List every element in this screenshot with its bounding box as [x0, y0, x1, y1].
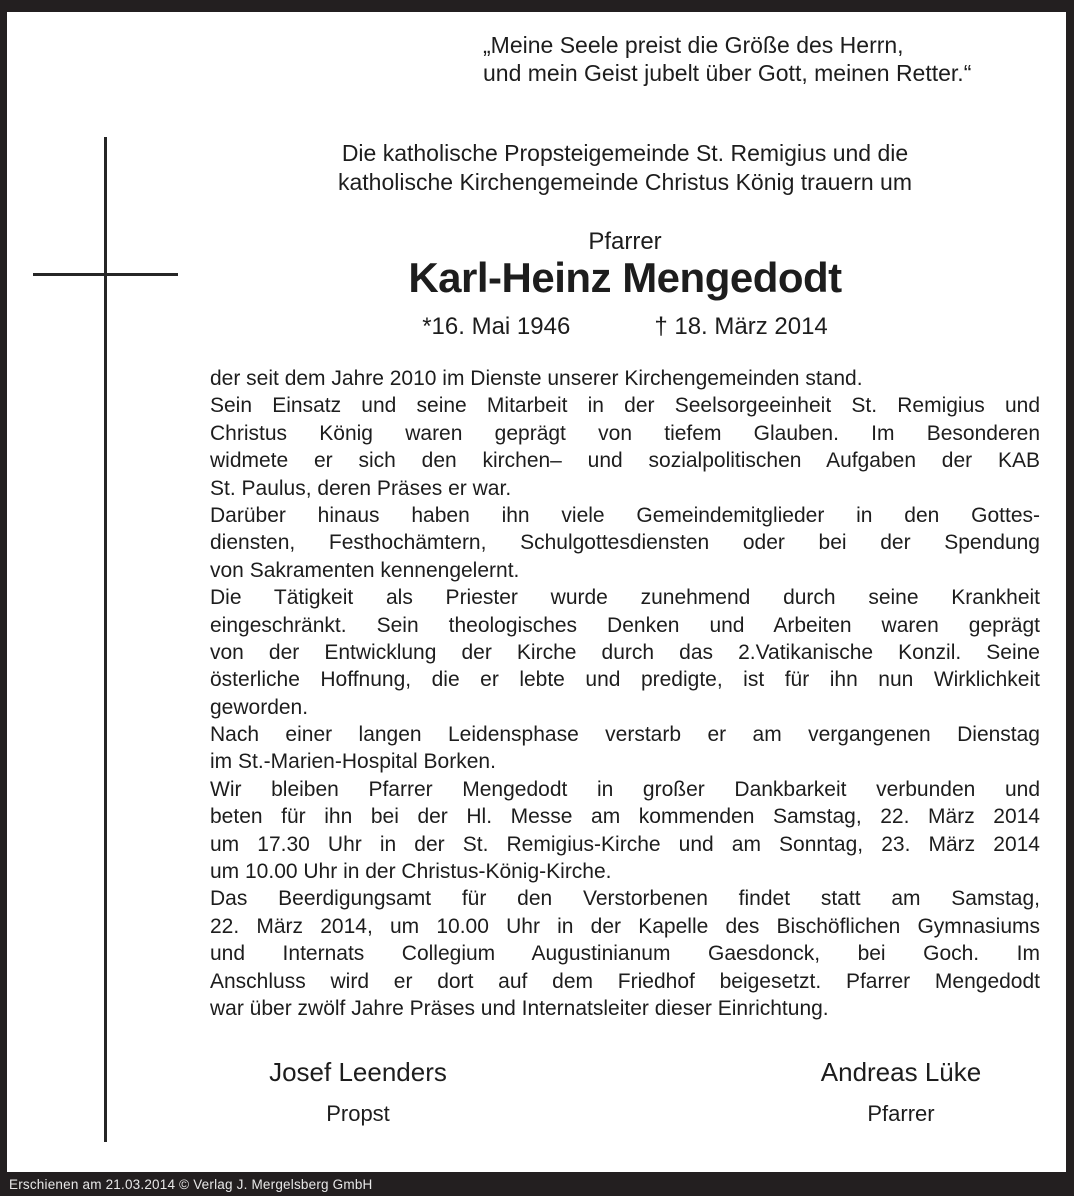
death-date: † 18. März 2014: [654, 313, 828, 340]
body-line: Anschluss wird er dort auf dem Friedhof beigesetzt. Pfarrer Mengedodt: [210, 969, 1040, 993]
signature-right-role: Pfarrer: [867, 1101, 935, 1126]
body-line: St. Paulus, deren Präses er war.: [210, 476, 512, 500]
body-line: Christus König waren geprägt von tiefem Glauben. Im Besonderen: [210, 421, 1040, 445]
cross-horizontal-stroke: [33, 273, 178, 276]
obituary-body: [210, 365, 1040, 1022]
body-line: österliche Hoffnung, die er lebte und predigte, ist für ihn nun Wirklichkeit: [210, 668, 1040, 692]
body-line: um 17.30 Uhr in der St. Remigius-Kirche und am Sonntag, 23. März 2014: [210, 832, 1040, 856]
scripture-quote: [483, 31, 971, 87]
signature-left: [238, 1056, 478, 1127]
body-line: im St.-Marien-Hospital Borken.: [210, 750, 496, 774]
frame-left-bar: [0, 0, 7, 1196]
body-line: von der Entwicklung der Kirche durch das 2.Vatikanische Konzil. Seine: [210, 640, 1040, 664]
frame-right-bar: [1066, 0, 1074, 1196]
signature-right: [781, 1056, 1021, 1127]
body-line: war über zwölf Jahre Präses und Internatsleiter dieser Einrichtung.: [210, 996, 829, 1020]
intro-line2: katholische Kirchengemeinde Christus König trauern um: [337, 168, 913, 195]
signature-left-role: Propst: [326, 1101, 390, 1126]
body-line: 22. März 2014, um 10.00 Uhr in der Kapelle des Bischöflichen Gymnasiums: [210, 914, 1040, 938]
intro-text: [210, 139, 1040, 196]
publisher-imprint: Erschienen am 21.03.2014 © Verlag J. Mergelsberg GmbH: [9, 1176, 373, 1192]
body-line: Darüber hinaus haben ihn viele Gemeindemitglieder in den Gottes-: [210, 503, 1040, 527]
body-line: um 10.00 Uhr in der Christus-König-Kirche.: [210, 860, 612, 884]
body-line: eingeschränkt. Sein theologisches Denken und Arbeiten waren geprägt: [210, 613, 1040, 637]
life-dates: [210, 313, 1040, 341]
cross-vertical-stroke: [104, 137, 107, 1142]
frame-top-bar: [0, 0, 1074, 12]
signature-right-name: Andreas Lüke: [820, 1057, 982, 1087]
scripture-quote-line1: „Meine Seele preist die Größe des Herrn,: [483, 32, 904, 58]
body-line: der seit dem Jahre 2010 im Dienste unserer Kirchengemeinden stand.: [210, 367, 863, 390]
body-line: Sein Einsatz und seine Mitarbeit in der Seelsorgeeinheit St. Remigius und: [210, 394, 1040, 418]
signature-left-name: Josef Leenders: [269, 1057, 447, 1087]
body-line: und Internats Collegium Augustinianum Gaesdonck, bei Goch. Im: [210, 942, 1040, 966]
body-line: geworden.: [210, 695, 309, 719]
birth-date: *16. Mai 1946: [422, 313, 571, 340]
body-line: Wir bleiben Pfarrer Mengedodt in großer Dankbarkeit verbunden und: [210, 777, 1040, 801]
body-line: Nach einer langen Leidensphase verstarb er am vergangenen Dienstag: [210, 723, 1040, 747]
body-line: diensten, Festhochämtern, Schulgottesdiensten oder bei der Spendung: [210, 531, 1040, 555]
scripture-quote-line2: und mein Geist jubelt über Gott, meinen Retter.“: [483, 60, 972, 86]
body-line: beten für ihn bei der Hl. Messe am kommenden Samstag, 22. März 2014: [210, 805, 1040, 829]
deceased-title: Pfarrer: [588, 228, 662, 255]
body-line: von Sakramenten kennengelernt.: [210, 558, 520, 582]
body-line: widmete er sich den kirchen– und sozialpolitischen Aufgaben der KAB: [210, 449, 1040, 473]
publisher-footer-bar: [0, 1172, 1074, 1196]
deceased-name: Karl-Heinz Mengedodt: [408, 254, 842, 301]
intro-line1: Die katholische Propsteigemeinde St. Remigius und die: [341, 140, 909, 166]
body-line: Die Tätigkeit als Priester wurde zunehmend durch seine Krankheit: [210, 586, 1040, 610]
body-line: Das Beerdigungsamt für den Verstorbenen findet statt am Samstag,: [210, 887, 1040, 911]
